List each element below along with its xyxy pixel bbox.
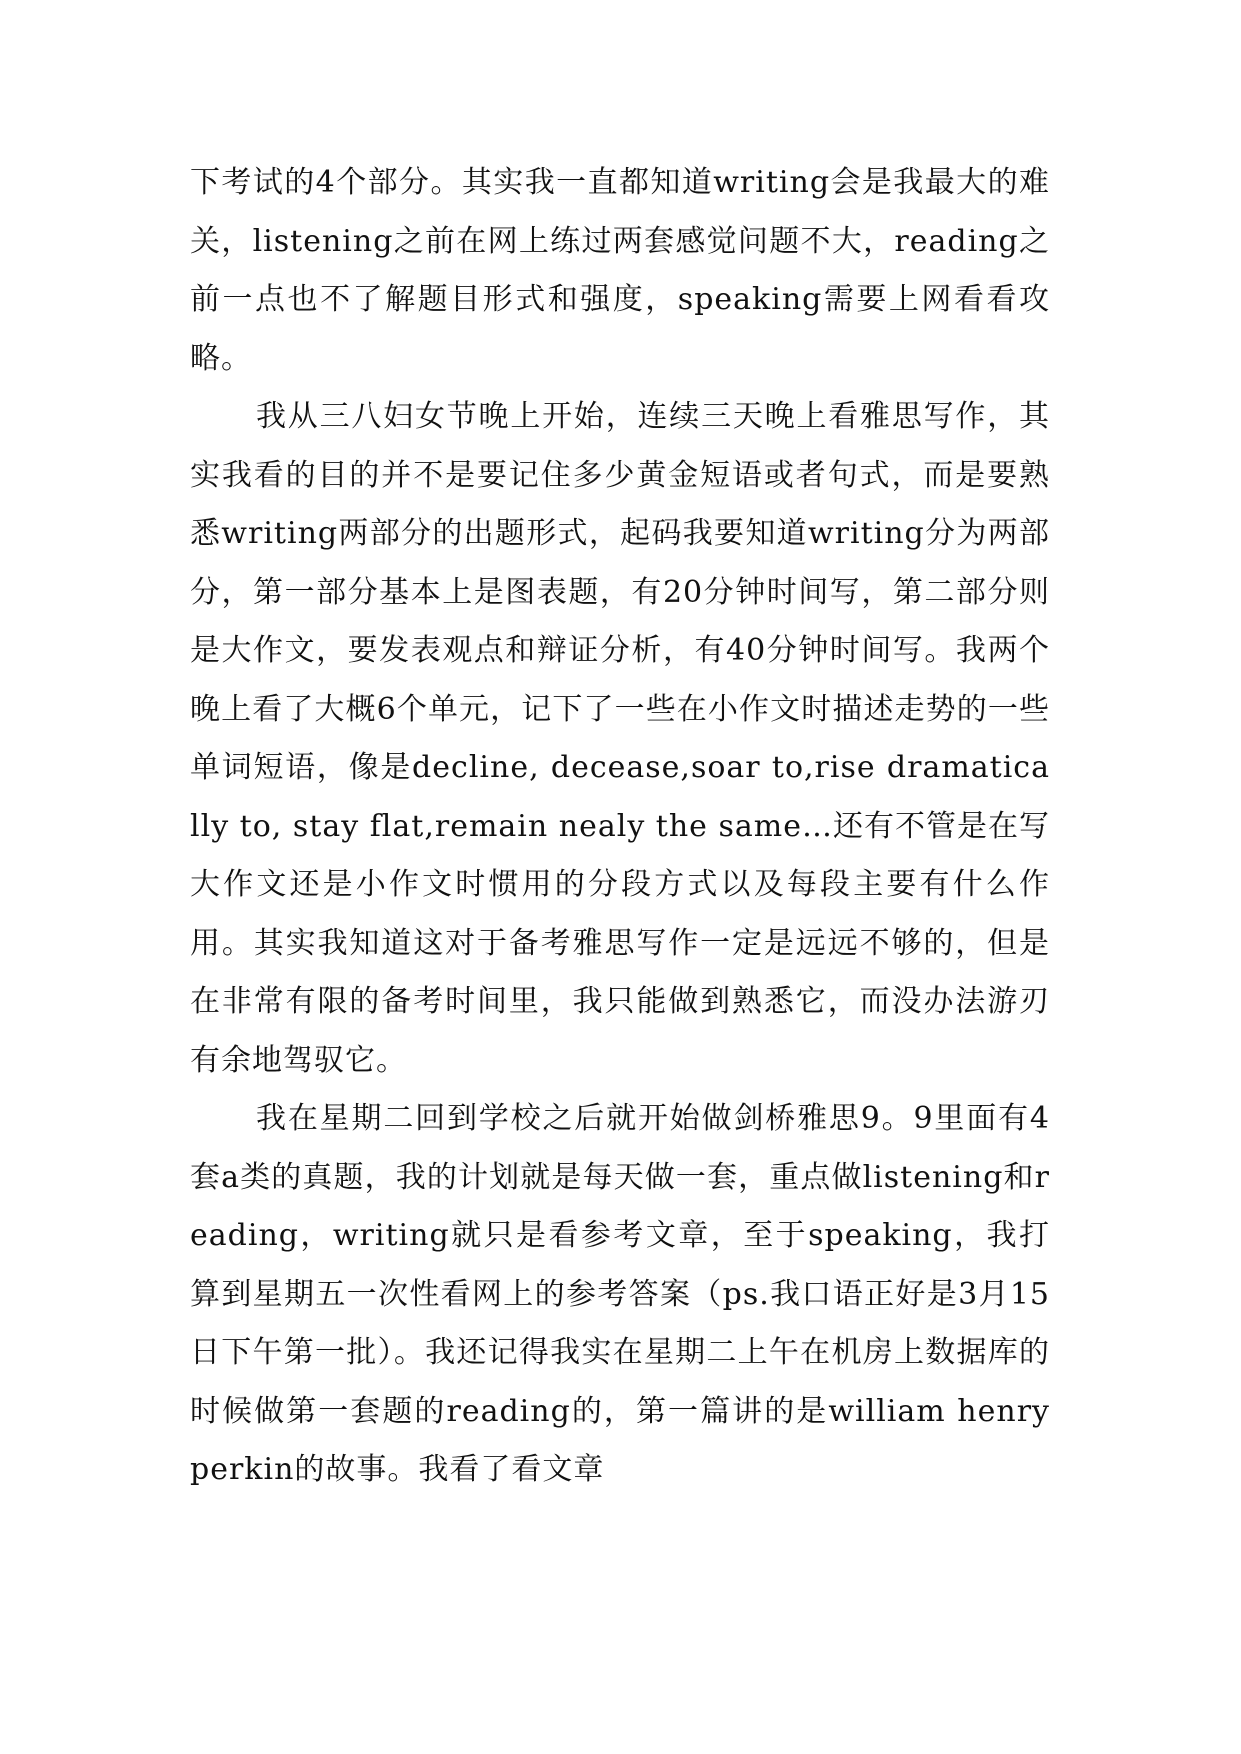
document-body — [190, 154, 1050, 1500]
paragraph-3: 我在星期二回到学校之后就开始做剑桥雅思9。9里面有4套a类的真题，我的计划就是每天做一套，重点做listening和reading，writing就只是看参考文章，至于speaking，我打算到星期五一次性看网上的参考答案（ps.我口语正好是3月15日下午第一批）。我还记得我实在星期二上午在机房上数据库的时候做第一套题的reading的，第一篇讲的是william henry perkin的故事。我看了看文章 — [190, 1101, 1050, 1487]
paragraph-1: 下考试的4个部分。其实我一直都知道writing会是我最大的难关，listening之前在网上练过两套感觉问题不大，reading之前一点也不了解题目形式和强度，speaking需要上网看看攻略。 — [190, 165, 1050, 376]
paragraph-2: 我从三八妇女节晚上开始，连续三天晚上看雅思写作，其实我看的目的并不是要记住多少黄金短语或者句式，而是要熟悉writing两部分的出题形式，起码我要知道writing分为两部分，第一部分基本上是图表题，有20分钟时间写，第二部分则是大作文，要发表观点和辩证分析，有40分钟时间写。我两个晚上看了大概6个单元，记下了一些在小作文时描述走势的一些单词短语，像是decline, decease,soar to,rise dramatically to, stay flat,remain nealy the same…还有不管是在写大作文还是小作文时惯用的分段方式以及每段主要有什么作用。其实我知道这对于备考雅思写作一定是远远不够的，但是在非常有限的备考时间里，我只能做到熟悉它，而没办法游刃有余地驾驭它。 — [190, 399, 1050, 1078]
